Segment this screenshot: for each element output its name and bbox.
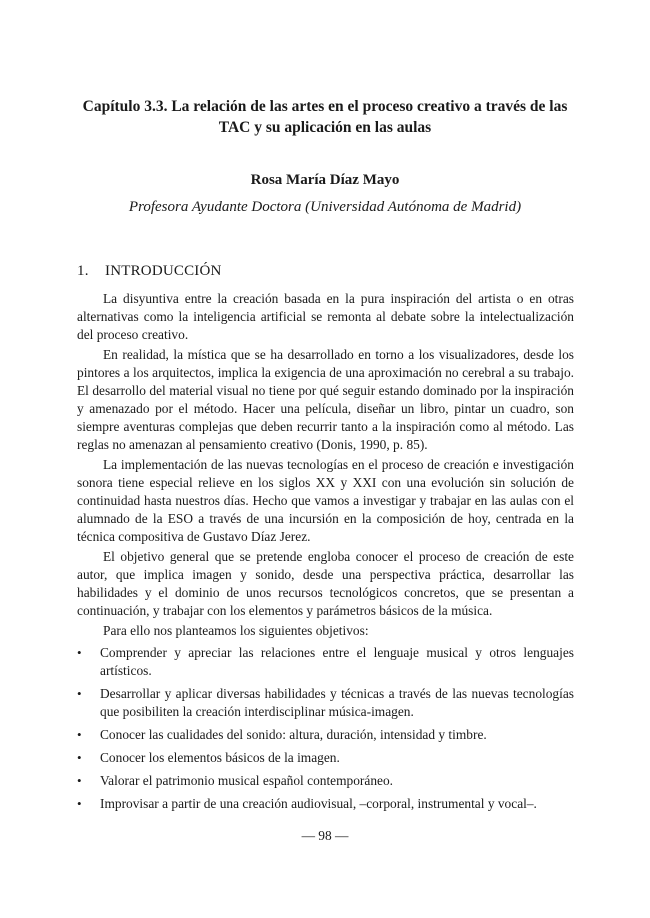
author-name: Rosa María Díaz Mayo — [250, 172, 400, 188]
list-item-text: Valorar el patrimonio musical español contemporáneo. — [100, 773, 394, 788]
list-item-text: Conocer los elementos básicos de la imagen. — [100, 750, 340, 765]
list-item — [77, 644, 574, 680]
bullet-icon: • — [77, 727, 82, 742]
list-item — [77, 772, 574, 790]
bullet-icon: • — [77, 773, 82, 788]
bullet-icon: • — [77, 686, 82, 701]
paragraph: La disyuntiva entre la creación basada en la pura inspiración del artista o en otras alternativas como la inteligencia artificial se remonta al debate sobre la intelectualización del proceso creativo. — [77, 291, 574, 342]
author-affiliation: Profesora Ayudante Doctora (Universidad Autónoma de Madrid) — [128, 199, 522, 215]
list-item — [77, 749, 574, 767]
bullet-icon: • — [77, 796, 82, 811]
chapter-title: Capítulo 3.3. La relación de las artes en el proceso creativo a través de las TAC y su aplicación en las aulas — [82, 98, 568, 136]
list-item-text: Improvisar a partir de una creación audiovisual, –corporal, instrumental y vocal–. — [100, 796, 537, 811]
list-item-text: Desarrollar y aplicar diversas habilidades y técnicas a través de las nuevas tecnologías que posibiliten la creación interdisciplinar música-imagen. — [100, 686, 574, 719]
list-item — [77, 795, 574, 813]
body-text — [77, 290, 574, 818]
paragraph: La implementación de las nuevas tecnologías en el proceso de creación e investigación sonora tiene especial relieve en los siglos XX y XXI con una evolución sin solución de continuidad hasta nuestros días. Hecho que vamos a investigar y trabajar en las aulas con el alumnado de la ESO a través de una incursión en la composición de hoy, centrada en la técnica compositiva de Gustavo Díaz Jerez. — [77, 457, 574, 544]
section-number: 1. — [77, 263, 89, 279]
page-number: — 98 — — [301, 828, 349, 843]
section-heading — [77, 263, 222, 280]
section-title: INTRODUCCIÓN — [105, 263, 222, 279]
bullet-icon: • — [77, 750, 82, 765]
paragraph: En realidad, la mística que se ha desarrollado en torno a los visualizadores, desde los pintores a los arquitectos, implica la exigencia de una aproximación no cerebral a su trabajo. El desarrollo del material visual no tiene por qué seguir estando dominado por la inspiración y amenazado por el método. Hacer una película, diseñar un libro, pintar un cuadro, son siempre aventuras complejas que deben recurrir tanto a la inspiración como al método. Las reglas no amenazan al pensamiento creativo (Donis, 1990, p. 85). — [77, 347, 574, 452]
paragraph: El objetivo general que se pretende engloba conocer el proceso de creación de este autor, que implica imagen y sonido, desde una perspectiva práctica, desarrollar las habilidades y el dominio de unos recursos tecnológicos concretos, que se presentan a continuación, y trabajar con los elementos y parámetros básicos de la música. — [77, 549, 574, 618]
bullet-icon: • — [77, 645, 82, 660]
paragraph: Para ello nos planteamos los siguientes objetivos: — [103, 623, 369, 638]
list-item — [77, 685, 574, 721]
list-item-text: Comprender y apreciar las relaciones entre el lenguaje musical y otros lenguajes artísticos. — [100, 645, 574, 678]
list-item — [77, 726, 574, 744]
objectives-list — [77, 644, 574, 813]
list-item-text: Conocer las cualidades del sonido: altura, duración, intensidad y timbre. — [100, 727, 487, 742]
